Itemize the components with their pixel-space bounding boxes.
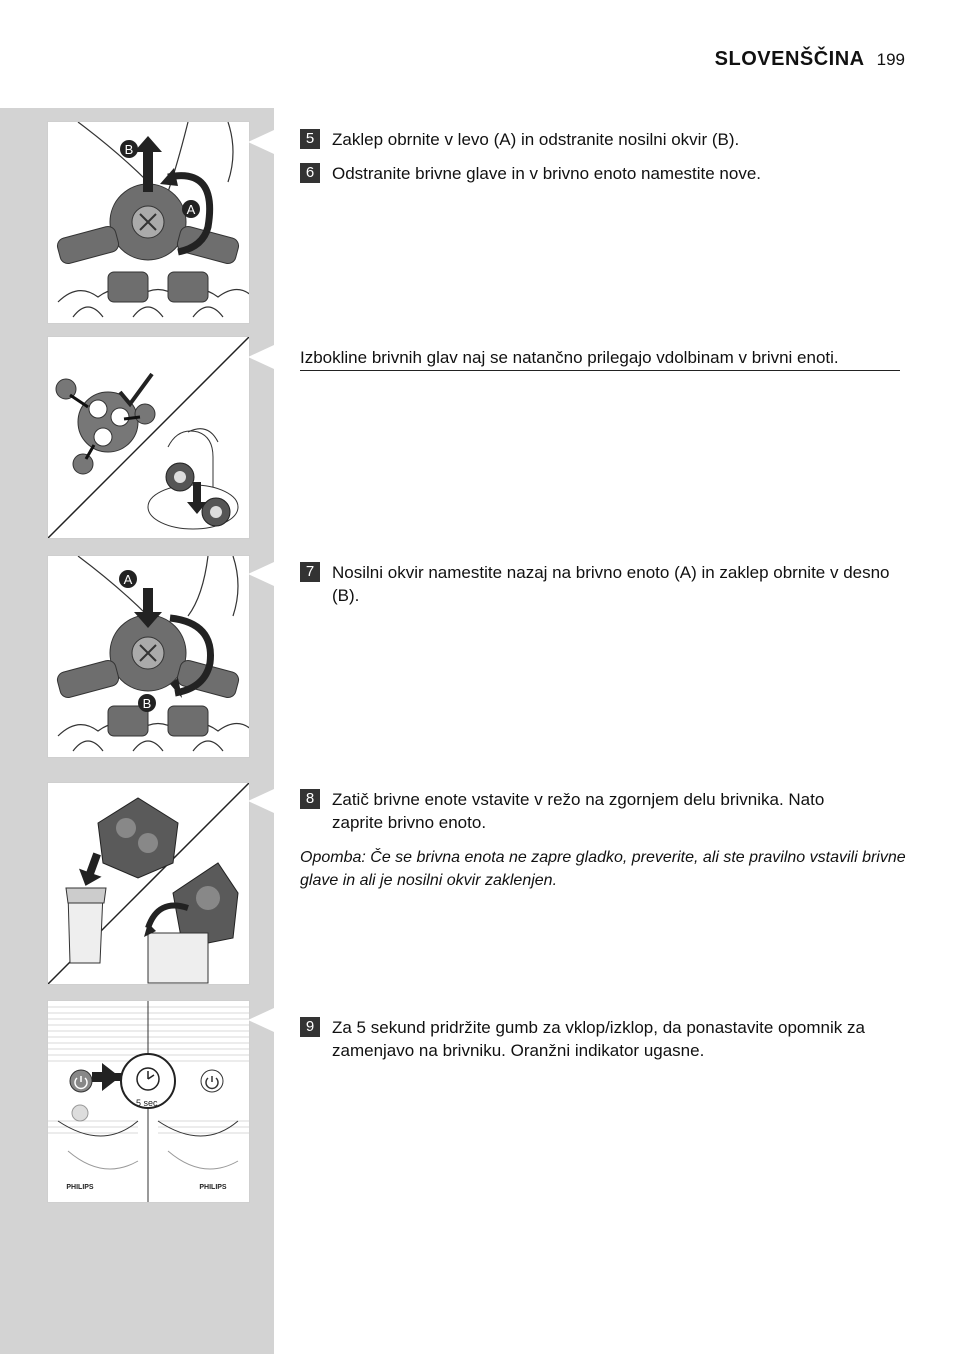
figure-reset-reminder bbox=[47, 1000, 250, 1203]
step-text: Zatič brivne enote vstavite v režo na zgornjem delu brivnika. Nato zaprite brivno enoto. bbox=[332, 790, 825, 832]
step-number: 8 bbox=[300, 789, 320, 809]
figure-pointer bbox=[248, 789, 274, 813]
step-number: 9 bbox=[300, 1017, 320, 1037]
figure-head-alignment bbox=[47, 336, 250, 539]
figure-pointer bbox=[248, 562, 274, 586]
step-text: Nosilni okvir namestite nazaj na brivno enoto (A) in zaklep obrnite v desno (B). bbox=[332, 563, 890, 605]
page-header bbox=[715, 48, 905, 71]
step-number: 6 bbox=[300, 163, 320, 183]
section-language-title: SLOVENŠČINA bbox=[714, 48, 865, 70]
page-number: 199 bbox=[876, 50, 905, 69]
figure-pointer bbox=[248, 1008, 274, 1032]
step-text: Za 5 sekund pridržite gumb za vklop/izklop, da ponastavite opomnik za zamenjavo na brivniku. Oranžni indikator ugasne. bbox=[332, 1018, 865, 1060]
step-number: 7 bbox=[300, 562, 320, 582]
label-a: A bbox=[186, 202, 196, 217]
note-text: Opomba: Če se brivna enota ne zapre gladko, preverite, ali ste pravilno vstavili brivne glave in ali je nosilni okvir zaklenjen. bbox=[300, 849, 906, 889]
figure-pointer bbox=[248, 345, 274, 369]
step-5 bbox=[300, 128, 910, 151]
step-9 bbox=[300, 1016, 905, 1062]
step-7 bbox=[300, 561, 900, 607]
timer-label: 5 sec. bbox=[135, 1098, 161, 1108]
figure-close-unit bbox=[47, 782, 250, 985]
step-text: Zaklep obrnite v levo (A) in odstranite nosilni okvir (B). bbox=[332, 130, 740, 149]
figure-pointer bbox=[248, 130, 274, 154]
label-a: A bbox=[123, 572, 133, 587]
step-number: 5 bbox=[300, 129, 320, 149]
brand-left: PHILIPS bbox=[66, 1184, 94, 1191]
step-6 bbox=[300, 162, 910, 185]
brand-right: PHILIPS bbox=[199, 1184, 227, 1191]
step-8 bbox=[300, 788, 860, 834]
tip-text: Izbokline brivnih glav naj se natančno prilegajo vdolbinam v brivni enoti. bbox=[300, 346, 900, 371]
label-b: B bbox=[124, 142, 134, 157]
figure-refit-frame bbox=[47, 555, 250, 758]
figure-remove-frame bbox=[47, 121, 250, 324]
step-text: Odstranite brivne glave in v brivno enoto namestite nove. bbox=[332, 164, 762, 183]
label-b: B bbox=[142, 696, 152, 711]
